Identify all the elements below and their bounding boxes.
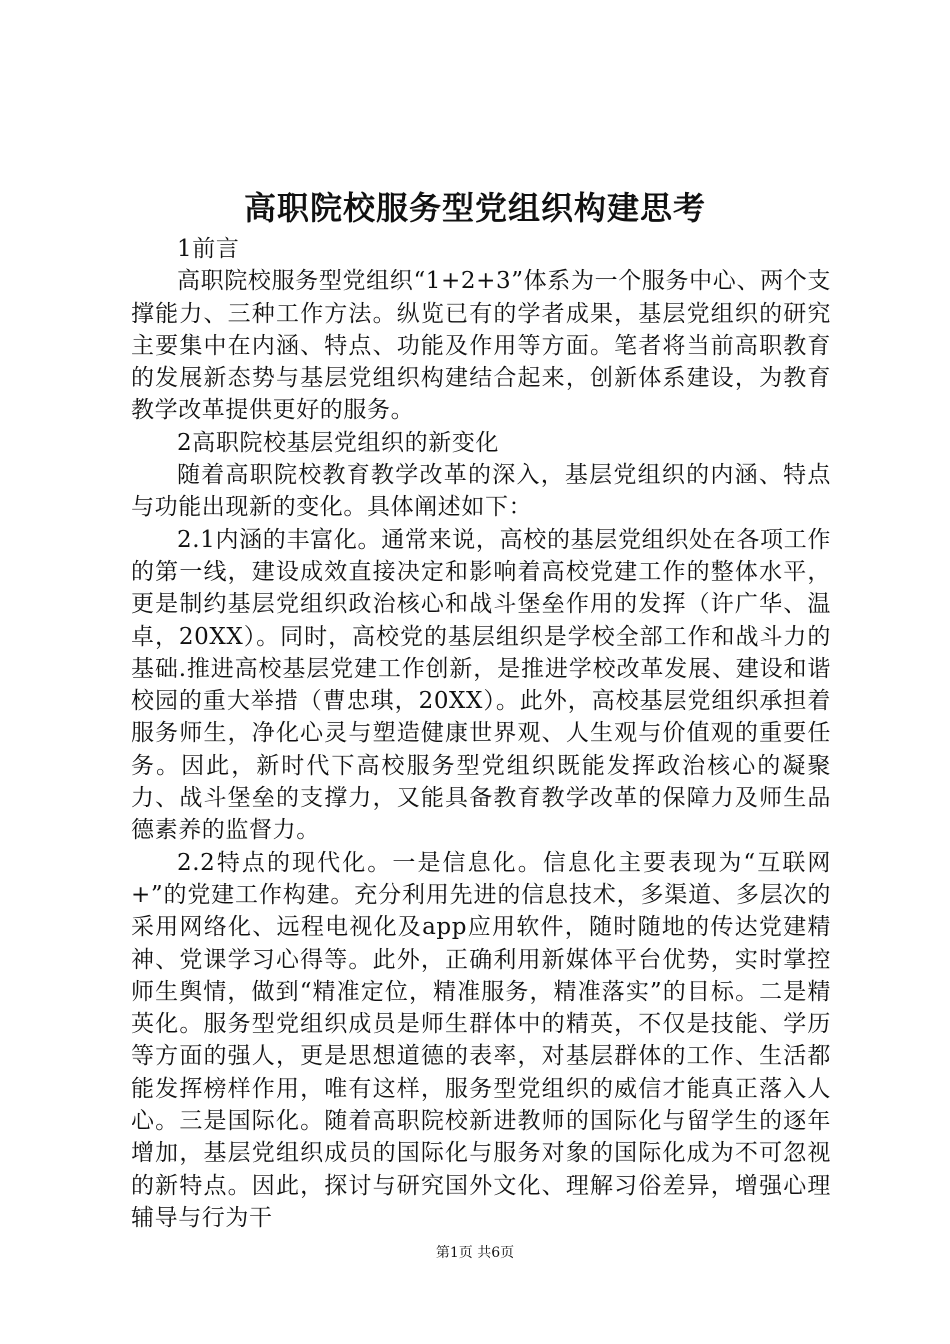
document-body	[131, 233, 831, 1234]
paragraph: 随着高职院校教育教学改革的深入，基层党组织的内涵、特点与功能出现新的变化。具体阐述如下：	[131, 462, 831, 521]
paragraph: 2.2特点的现代化。一是信息化。信息化主要表现为“互联网+”的党建工作构建。充分利用先进的信息技术，多渠道、多层次的采用网络化、远程电视化及app应用软件，随时随地的传达党建精神、党课学习心得等。此外，正确利用新媒体平台优势，实时掌控师生舆情，做到“精准定位，精准服务，精准落实”的目标。二是精英化。服务型党组织成员是师生群体中的精英，不仅是技能、学历等方面的强人，更是思想道德的表率，对基层群体的工作、生活都能发挥榜样作用，唯有这样，服务型党组织的威信才能真正落入人心。三是国际化。随着高职院校新进教师的国际化与留学生的逐年增加，基层党组织成员的国际化与服务对象的国际化成为不可忽视的新特点。因此，探讨与研究国外文化、理解习俗差异，增强心理辅导与行为干	[131, 849, 831, 1231]
heading-preface: 1前言	[177, 236, 240, 262]
paragraph: 2.1内涵的丰富化。通常来说，高校的基层党组织处在各项工作的第一线，建设成效直接决定和影响着高校党建工作的整体水平，更是制约基层党组织政治核心和战斗堡垒作用的发挥（许广华、温卓，20XX）。同时，高校党的基层组织是学校全部工作和战斗力的基础.推进高校基层党建工作创新，是推进学校改革发展、建设和谐校园的重大举措（曹忠琪，20XX）。此外，高校基层党组织承担着服务师生，净化心灵与塑造健康世界观、人生观与价值观的重要任务。因此，新时代下高校服务型党组织既能发挥政治核心的凝聚力、战斗堡垒的支撑力，又能具备教育教学改革的保障力及师生品德素养的监督力。	[131, 526, 831, 844]
paragraph: 高职院校服务型党组织“1+2+3”体系为一个服务中心、两个支撑能力、三种工作方法。纵览已有的学者成果，基层党组织的研究主要集中在内涵、特点、功能及作用等方面。笔者将当前高职教育的发展新态势与基层党组织构建结合起来，创新体系建设，为教育教学改革提供更好的服务。	[131, 268, 831, 424]
heading-section-2: 2高职院校基层党组织的新变化	[177, 429, 500, 456]
document-title: 高职院校服务型党组织构建思考	[243, 189, 706, 227]
page-footer: 第1页 共6页	[435, 1245, 515, 1261]
